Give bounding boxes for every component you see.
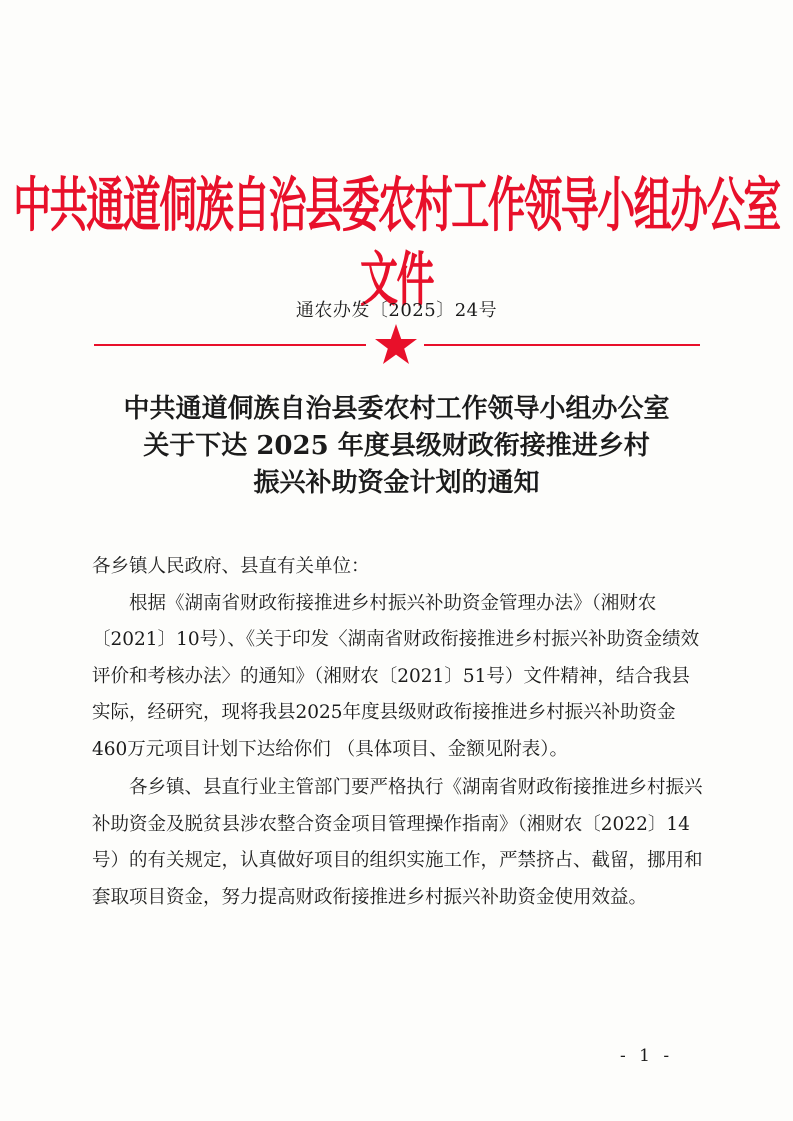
salutation: 各乡镇人民政府、县直有关单位： bbox=[92, 556, 370, 577]
red-divider-left bbox=[94, 344, 366, 346]
red-star-shape bbox=[375, 324, 417, 364]
page-number: - 1 - bbox=[620, 1046, 674, 1066]
document-number: 通农办发〔2025〕24号 bbox=[295, 300, 498, 321]
title-line-3: 振兴补助资金计划的通知 bbox=[253, 468, 540, 498]
paragraph-2: 各乡镇、县直行业主管部门要严格执行《湖南省财政衔接推进乡村振兴补助资金及脱贫县涉农整合资金项目管理操作指南》（湘财农〔2022〕14号）的有关规定，认真做好项目的组织实施工作，严禁挤占、截留，挪用和套取项目资金，努力提高财政衔接推进乡村振兴补助资金使用效益。 bbox=[92, 777, 703, 908]
title-line-1: 中共通道侗族自治县委农村工作领导小组办公室 bbox=[123, 394, 670, 424]
issuer-red-header: 中共通道侗族自治县委农村工作领导小组办公室文件 bbox=[13, 171, 780, 314]
red-divider-right bbox=[424, 344, 700, 346]
notice-title bbox=[60, 391, 733, 502]
title-line-2: 关于下达 2025 年度县级财政衔接推进乡村 bbox=[143, 431, 650, 461]
red-star-icon bbox=[374, 323, 418, 365]
notice-body bbox=[92, 549, 704, 916]
paragraph-1: 根据《湖南省财政衔接推进乡村振兴补助资金管理办法》（湘财农〔2021〕10号）、《关于印发〈湖南省财政衔接推进乡村振兴补助资金绩效评价和考核办法〉的通知》（湘财农〔2021〕51号）文件精神，结合我县实际，经研究，现将我县2025年度县级财政衔接推进乡村振兴补助资金460万元项目计划下达给你们 （具体项目、金额见附表）。 bbox=[92, 592, 700, 760]
